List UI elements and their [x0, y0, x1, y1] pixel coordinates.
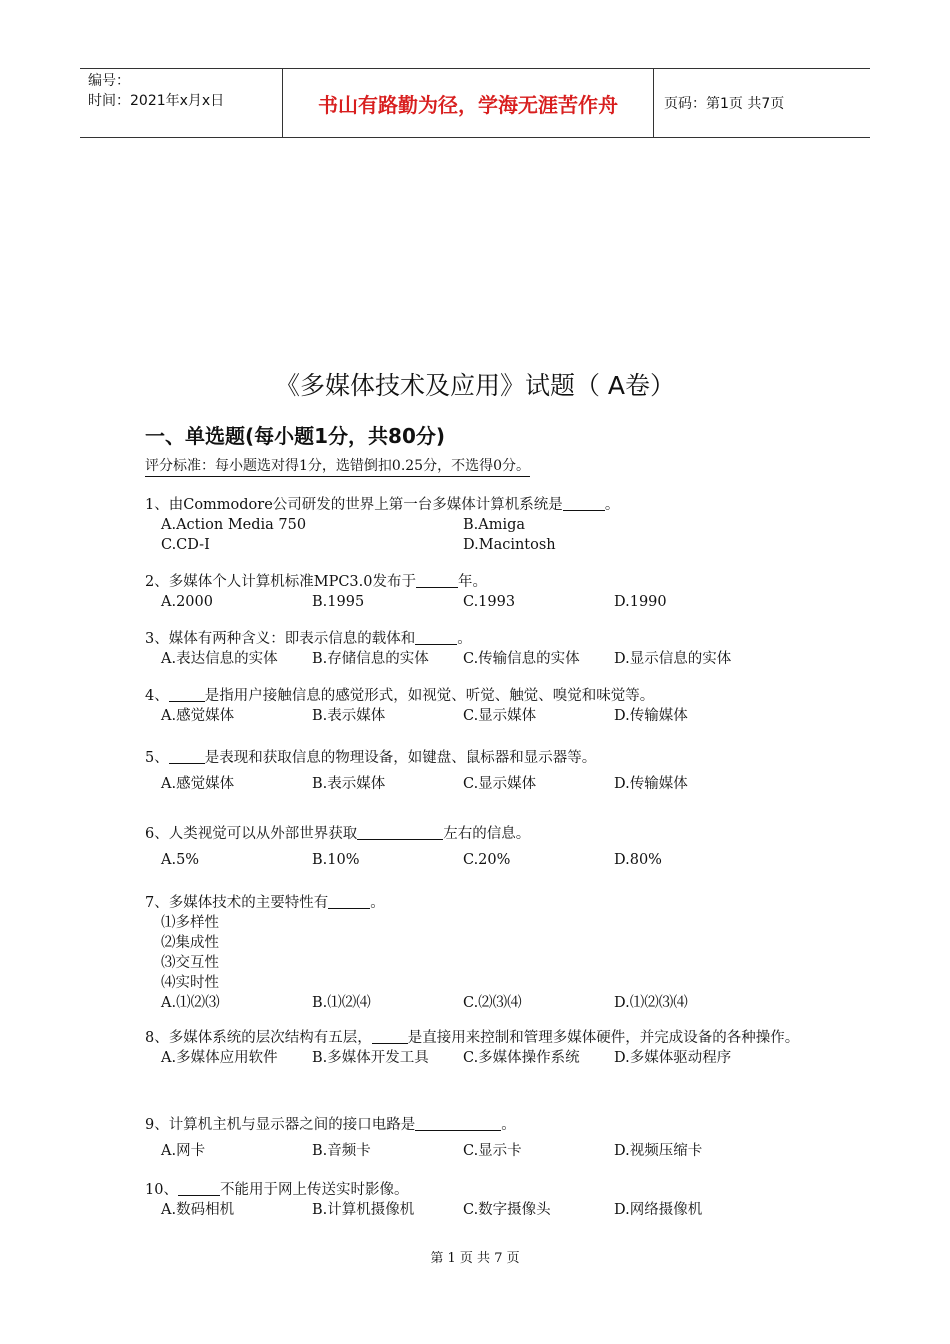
stem-text: 。 — [604, 497, 620, 513]
stem-text: 2、多媒体个人计算机标准MPC3.0发布于 — [145, 574, 416, 590]
answer-blank — [415, 1116, 501, 1131]
option-c: C.CD-I — [161, 537, 210, 553]
option-d: D.1990 — [614, 594, 667, 610]
question-stem — [145, 572, 865, 592]
option-c: C.多媒体操作系统 — [463, 1050, 580, 1066]
stem-text: 7、多媒体技术的主要特性有 — [145, 895, 329, 911]
option-b: B.1995 — [312, 594, 365, 610]
options-row — [145, 649, 865, 669]
option-a: A.感觉媒体 — [161, 708, 235, 724]
option-c: C.显示卡 — [463, 1143, 522, 1159]
number-label: 编号： — [88, 73, 130, 89]
option-a: A.多媒体应用软件 — [161, 1050, 278, 1066]
question-8 — [145, 1028, 805, 1068]
answer-blank — [178, 1181, 220, 1196]
question-10 — [145, 1180, 865, 1220]
option-d: D.传输媒体 — [614, 708, 688, 724]
stem-text: 6、人类视觉可以从外部世界获取 — [145, 826, 358, 842]
header-table — [80, 68, 870, 138]
answer-blank — [169, 749, 205, 764]
option-d: D.显示信息的实体 — [614, 651, 732, 667]
option-d: D.⑴⑵⑶⑷ — [614, 995, 688, 1011]
stem-text: 3、媒体有两种含义：即表示信息的载体和 — [145, 631, 416, 647]
stem-text: 年。 — [457, 574, 487, 590]
answer-blank — [372, 1029, 408, 1044]
stem-text: 是表现和获取信息的物理设备，如键盘、鼠标器和显示器等。 — [204, 750, 597, 766]
stem-text: 9、计算机主机与显示器之间的接口电路是 — [145, 1117, 416, 1133]
header-meta — [80, 69, 282, 137]
stem-text: 10、 — [145, 1182, 178, 1198]
option-b: B.10% — [312, 852, 360, 868]
stem-text: 5、 — [145, 750, 169, 766]
section-heading: 一、单选题(每小题1分，共80分) — [145, 424, 446, 448]
question-stem — [145, 824, 865, 844]
option-b: B.表示媒体 — [312, 776, 386, 792]
question-3 — [145, 629, 865, 669]
question-1 — [145, 495, 865, 555]
header-motto: 书山有路勤为径，学海无涯苦作舟 — [282, 69, 654, 137]
option-c: C.传输信息的实体 — [463, 651, 580, 667]
option-d: D.80% — [614, 852, 662, 868]
stem-text: 8、多媒体系统的层次结构有五层， — [145, 1030, 372, 1046]
option-b: B.表示媒体 — [312, 708, 386, 724]
option-d: D.多媒体驱动程序 — [614, 1050, 732, 1066]
question-2 — [145, 572, 865, 612]
question-stem — [145, 893, 865, 913]
scoring-criteria: 评分标准：每小题选对得1分，选错倒扣0.25分，不选得0分。 — [145, 455, 530, 477]
option-a: A.表达信息的实体 — [161, 651, 278, 667]
stem-text: 。 — [457, 631, 472, 647]
stem-text: 。 — [370, 895, 385, 911]
option-a: A.⑴⑵⑶ — [161, 995, 220, 1011]
options-row — [145, 535, 865, 555]
option-c: C.显示媒体 — [463, 776, 537, 792]
option-a: A.Action Media 750 — [161, 517, 307, 533]
option-b: B.⑴⑵⑷ — [312, 995, 371, 1011]
option-a: A.感觉媒体 — [161, 776, 235, 792]
stem-text: 1、由Commodore公司研发的世界上第一台多媒体计算机系统是 — [145, 497, 563, 513]
stem-text: 4、 — [145, 688, 169, 704]
option-c: C.显示媒体 — [463, 708, 537, 724]
answer-blank — [328, 894, 370, 909]
option-c: C.1993 — [463, 594, 516, 610]
exam-title: 《多媒体技术及应用》试题（ A卷） — [274, 371, 676, 400]
answer-blank — [169, 687, 205, 702]
option-d: D.Macintosh — [463, 537, 556, 553]
option-b: B.Amiga — [463, 517, 526, 533]
question-stem — [145, 1028, 805, 1048]
options-row — [145, 1200, 865, 1220]
options-row — [145, 592, 865, 612]
question-6 — [145, 824, 865, 870]
option-a: A.2000 — [161, 594, 213, 610]
options-row — [145, 774, 865, 794]
list-item: ⑷实时性 — [161, 975, 219, 991]
answer-blank — [357, 825, 443, 840]
question-7 — [145, 893, 865, 1013]
option-a: A.数码相机 — [161, 1202, 235, 1218]
option-c: C.20% — [463, 852, 511, 868]
question-stem — [145, 1115, 865, 1135]
option-d: D.传输媒体 — [614, 776, 688, 792]
option-b: B.计算机摄像机 — [312, 1202, 415, 1218]
page-footer: 第 1 页 共 7 页 — [430, 1251, 520, 1266]
answer-blank — [563, 496, 605, 511]
list-item: ⑶交互性 — [161, 955, 219, 971]
question-stem — [145, 748, 865, 768]
option-b: B.存储信息的实体 — [312, 651, 429, 667]
options-row — [145, 515, 865, 535]
option-a: A.5% — [161, 852, 200, 868]
question-5 — [145, 748, 865, 794]
option-d: D.视频压缩卡 — [614, 1143, 703, 1159]
stem-text: 不能用于网上传送实时影像。 — [219, 1182, 409, 1198]
list-item: ⑵集成性 — [161, 935, 219, 951]
options-row — [145, 1141, 865, 1161]
stem-text: 是指用户接触信息的感觉形式，如视觉、听觉、触觉、嗅觉和味觉等。 — [204, 688, 655, 704]
question-stem — [145, 686, 865, 706]
option-b: B.音频卡 — [312, 1143, 371, 1159]
list-item: ⑴多样性 — [161, 915, 219, 931]
header-page-info: 页码：第1页 共7页 — [664, 96, 785, 112]
options-row — [145, 1048, 805, 1068]
time-label: 时间：2021年x月x日 — [88, 93, 225, 109]
option-c: C.数字摄像头 — [463, 1202, 551, 1218]
options-row — [145, 706, 865, 726]
answer-blank — [416, 573, 458, 588]
stem-text: 。 — [501, 1117, 516, 1133]
option-a: A.网卡 — [161, 1143, 206, 1159]
question-stem — [145, 629, 865, 649]
question-4 — [145, 686, 865, 726]
stem-text: 左右的信息。 — [443, 826, 531, 842]
option-d: D.网络摄像机 — [614, 1202, 703, 1218]
options-row — [145, 850, 865, 870]
stem-text: 是直接用来控制和管理多媒体硬件，并完成设备的各种操作。 — [407, 1030, 800, 1046]
question-stem — [145, 1180, 865, 1200]
option-c: C.⑵⑶⑷ — [463, 995, 522, 1011]
options-row — [145, 993, 865, 1013]
answer-blank — [415, 630, 457, 645]
option-b: B.多媒体开发工具 — [312, 1050, 429, 1066]
question-9 — [145, 1115, 865, 1161]
question-stem — [145, 495, 865, 515]
